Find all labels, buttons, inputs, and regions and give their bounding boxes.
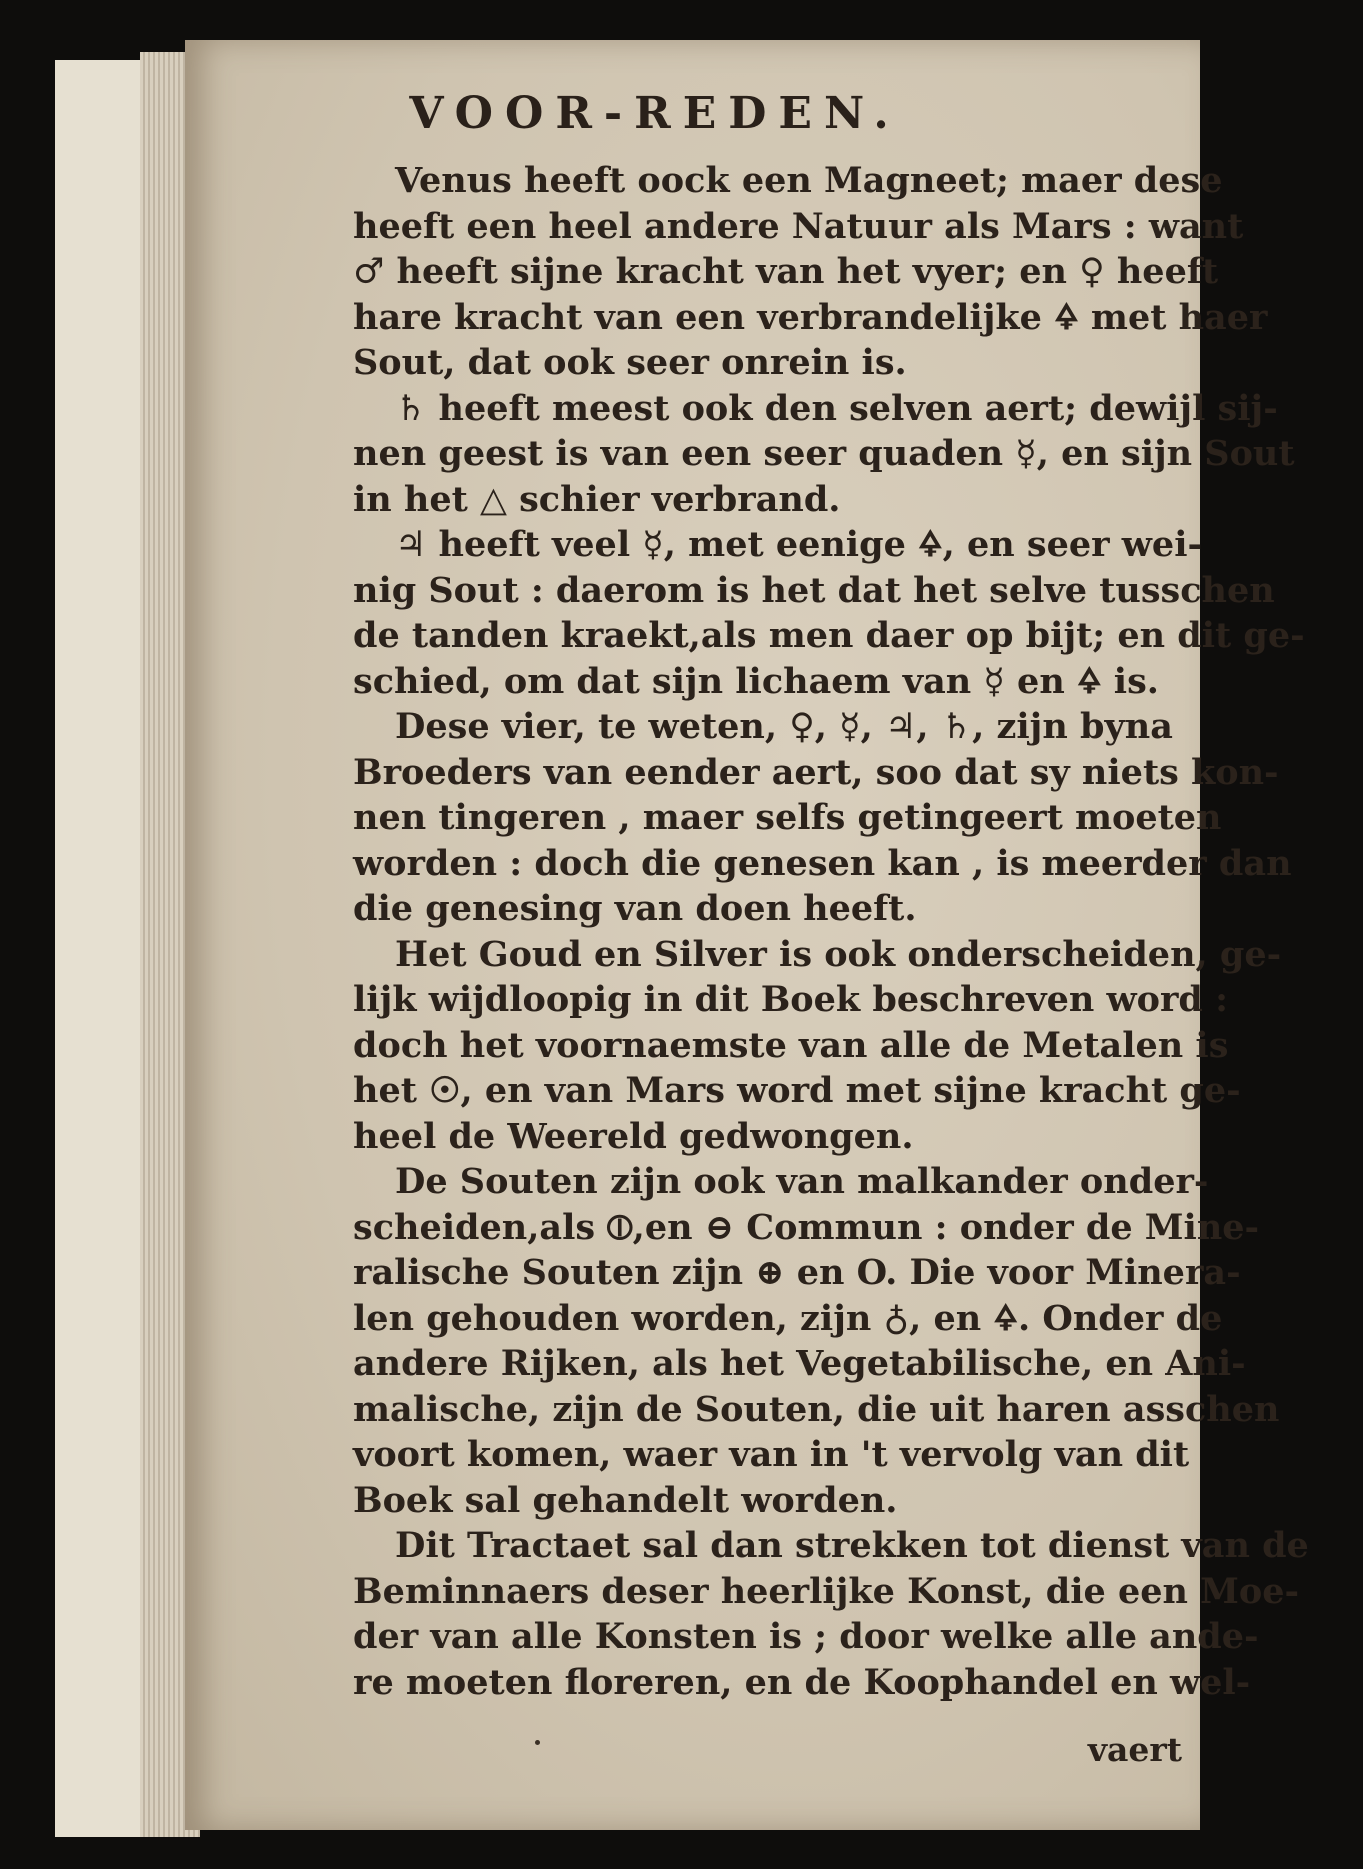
running-head: VOOR-REDEN.: [409, 88, 901, 139]
text-line: Dese vier, te weten, ♀, ☿, ♃, ♄, zijn byna: [395, 706, 1173, 747]
text-line: nen geest is van een seer quaden ☿, en sijn Sout: [353, 433, 1295, 474]
text-line: de tanden kraekt,als men daer op bijt; en dit ge-: [353, 615, 1305, 656]
text-line: Boek sal gehandelt worden.: [353, 1479, 898, 1521]
book-page: [185, 40, 1309, 1830]
text-line: het ☉, en van Mars word met sijne kracht ge-: [353, 1070, 1241, 1111]
text-line: voort komen, waer van in 't vervolg van dit: [353, 1434, 1190, 1475]
text-line: ♂ heeft sijne kracht van het vyer; en ♀ heeft: [353, 251, 1219, 292]
text-line: der van alle Konsten is ; door welke alle ande-: [353, 1616, 1259, 1657]
text-line: doch het voornaemste van alle de Metalen is: [353, 1024, 1229, 1066]
text-line: hare kracht van een verbrandelijke 🜍 met haer: [353, 296, 1268, 338]
text-line: len gehouden worden, zijn ♁, en 🜍. Onder de: [353, 1297, 1223, 1339]
text-line: re moeten floreren, en de Koophandel en wel-: [353, 1661, 1251, 1703]
text-line: in het △ schier verbrand.: [353, 478, 841, 520]
text-line: Venus heeft oock een Magneet; maer dese: [395, 160, 1223, 201]
text-line: die genesing van doen heeft.: [353, 888, 917, 929]
text-line: lijk wijdloopig in dit Boek beschreven word :: [353, 979, 1228, 1020]
text-line: andere Rijken, als het Vegetabilische, en Ani-: [353, 1343, 1246, 1384]
text-line: nen tingeren , maer selfs getingeert moeten: [353, 797, 1222, 838]
text-line: Sout, dat ook seer onrein is.: [353, 342, 907, 383]
text-line: heel de Weereld gedwongen.: [353, 1115, 914, 1157]
text-line: scheiden,als ⦶,en ⊖ Commun : onder de Mine-: [353, 1206, 1260, 1248]
text-line: Broeders van eender aert, soo dat sy niets kon-: [353, 751, 1279, 793]
text-line: worden : doch die genesen kan , is meerder dan: [353, 842, 1292, 884]
text-line: nig Sout : daerom is het dat het selve tusschen: [353, 569, 1275, 611]
text-line: schied, om dat sijn lichaem van ☿ en 🜍 is.: [353, 660, 1159, 702]
catchword: vaert: [1087, 1730, 1182, 1769]
text-line: malische, zijn de Souten, die uit haren asschen: [353, 1388, 1280, 1430]
ink-speck: [535, 1740, 540, 1745]
text-line: Dit Tractaet sal dan strekken tot dienst van de: [395, 1525, 1309, 1566]
text-line: De Souten zijn ook van malkander onder-: [395, 1161, 1209, 1202]
text-line: Het Goud en Silver is ook onderscheiden, ge-: [395, 933, 1282, 975]
text-line: ♄ heeft meest ook den selven aert; dewijl sij-: [395, 387, 1278, 429]
text-line: ♃ heeft veel ☿, met eenige 🜍, en seer wei-: [395, 524, 1203, 565]
text-line: Beminnaers deser heerlijke Konst, die een Moe-: [353, 1570, 1300, 1612]
body-text: [353, 158, 1363, 1705]
text-line: ralische Souten zijn ⊕ en O. Die voor Minera-: [353, 1252, 1241, 1293]
text-line: heeft een heel andere Natuur als Mars : want: [353, 205, 1244, 247]
